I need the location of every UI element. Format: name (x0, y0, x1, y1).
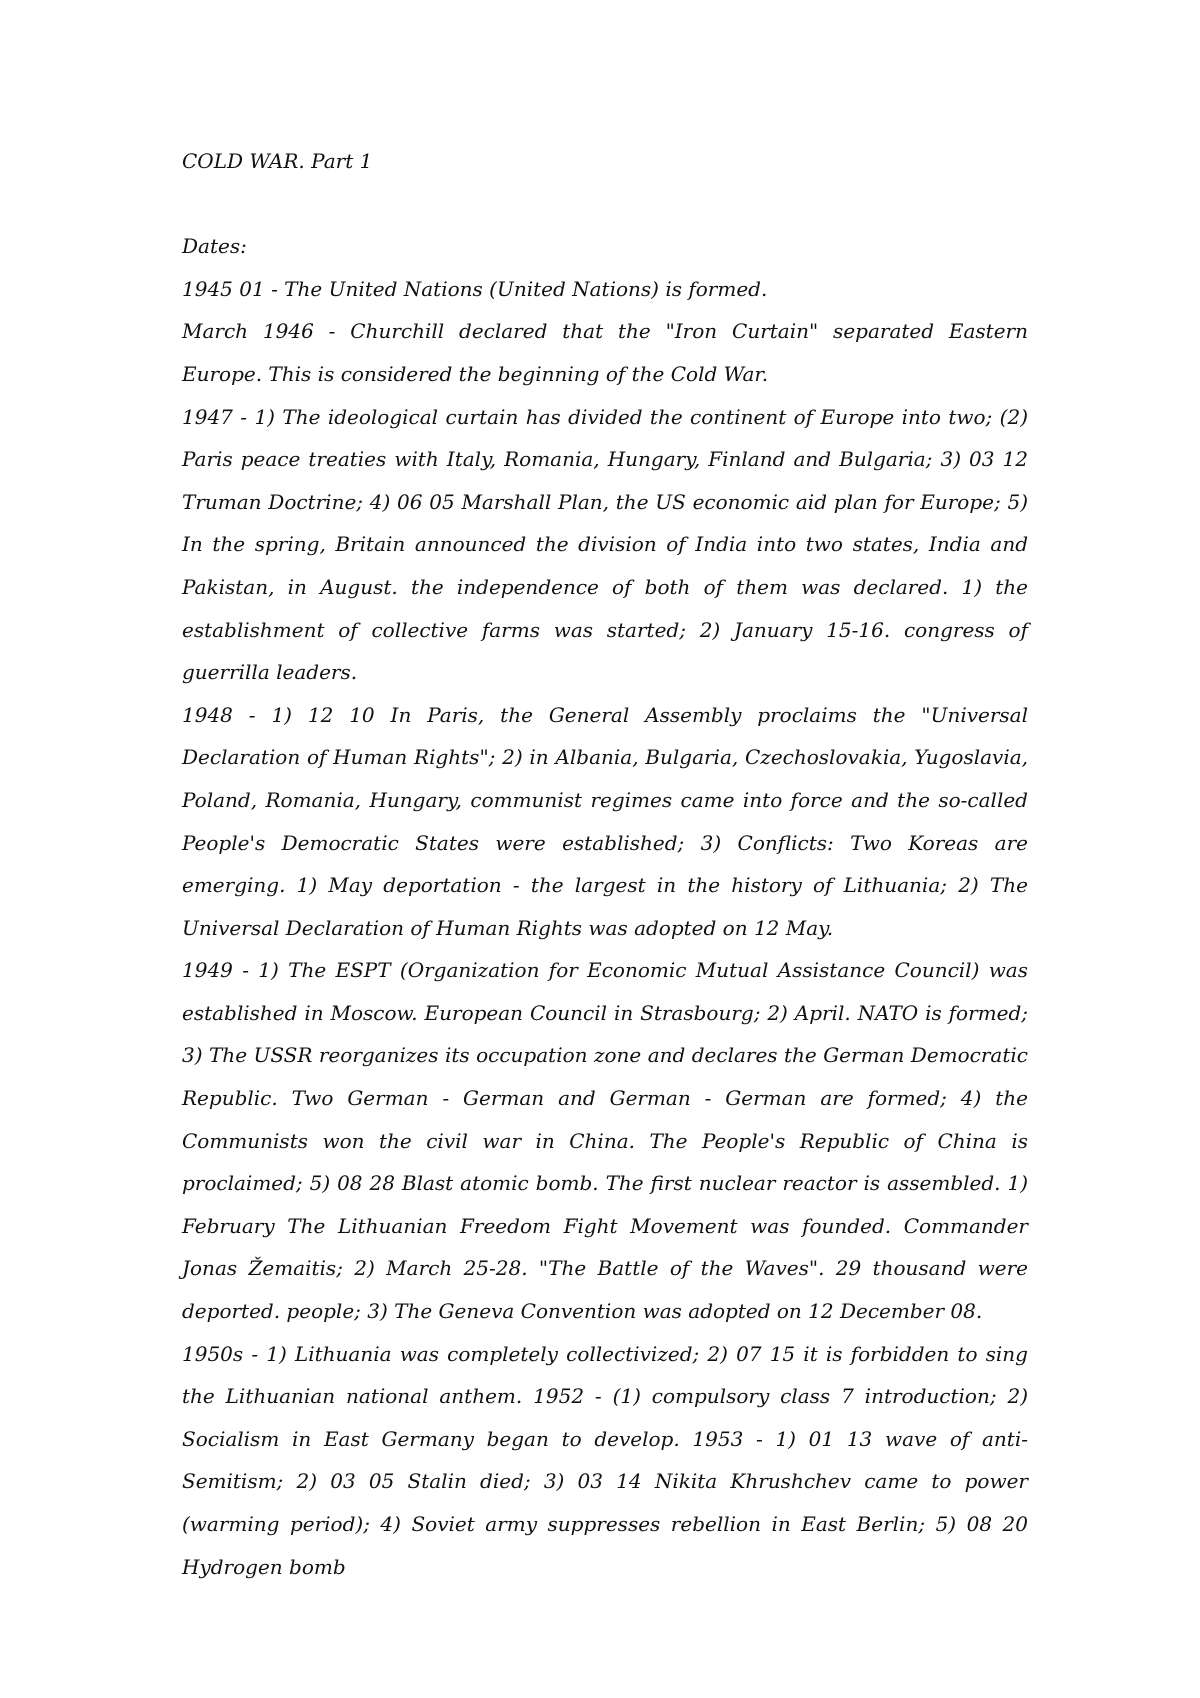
document-title: COLD WAR. Part 1 (182, 149, 373, 173)
paragraph-1947: 1947 - 1) The ideological curtain has divided the continent of Europe into two; (2) Paris peace treaties with Italy, Romania, Hungary, Finland and Bulgaria; 3) 03 12 Truman Doctrine; 4) 06 05 Marshall Plan, the US economic aid plan for Europe; 5) In the spring, Britain announced the division of India into two states, India and Pakistan, in August. the independence of both of them was declared. 1) the establishment of collective farms was started; 2) January 15-16. congress of guerrilla leaders. (182, 404, 1028, 685)
paragraph-1948: 1948 - 1) 12 10 In Paris, the General Assembly proclaims the "Universal Declaration of Human Rights"; 2) in Albania, Bulgaria, Czechoslovakia, Yugoslavia, Poland, Romania, Hungary, communist regimes came into force and the so-called People's Democratic States were established; 3) Conflicts: Two Koreas are emerging. 1) May deportation - the largest in the history of Lithuania; 2) The Universal Declaration of Human Rights was adopted on 12 May. (182, 702, 1028, 940)
paragraph-1946: March 1946 - Churchill declared that the "Iron Curtain" separated Eastern Europe. This is considered the beginning of the Cold War. (182, 319, 1028, 386)
paragraph-1949: 1949 - 1) The ESPT (Organization for Economic Mutual Assistance Council) was established in Moscow. European Council in Strasbourg; 2) April. NATO is formed; 3) The USSR reorganizes its occupation zone and declares the German Democratic Republic. Two German - German and German - German are formed; 4) the Communists won the civil war in China. The People's Republic of China is proclaimed; 5) 08 28 Blast atomic bomb. The first nuclear reactor is assembled. 1) February The Lithuanian Freedom Fight Movement was founded. Commander Jonas Žemaitis; 2) March 25-28. "The Battle of the Waves". 29 thousand were deported. people; 3) The Geneva Convention was adopted on 12 December 08. (182, 958, 1028, 1324)
paragraph-1950s: 1950s - 1) Lithuania was completely collectivized; 2) 07 15 it is forbidden to sing the Lithuanian national anthem. 1952 - (1) compulsory class 7 introduction; 2) Socialism in East Germany began to develop. 1953 - 1) 01 13 wave of anti-Semitism; 2) 03 05 Stalin died; 3) 03 14 Nikita Khrushchev came to power (warming period); 4) Soviet army suppresses rebellion in East Berlin; 5) 08 20 Hydrogen bomb (182, 1341, 1028, 1579)
paragraph-1945: 1945 01 - The United Nations (United Nations) is formed. (182, 276, 768, 301)
dates-label: Dates: (182, 234, 247, 259)
document-body (182, 140, 1028, 1588)
